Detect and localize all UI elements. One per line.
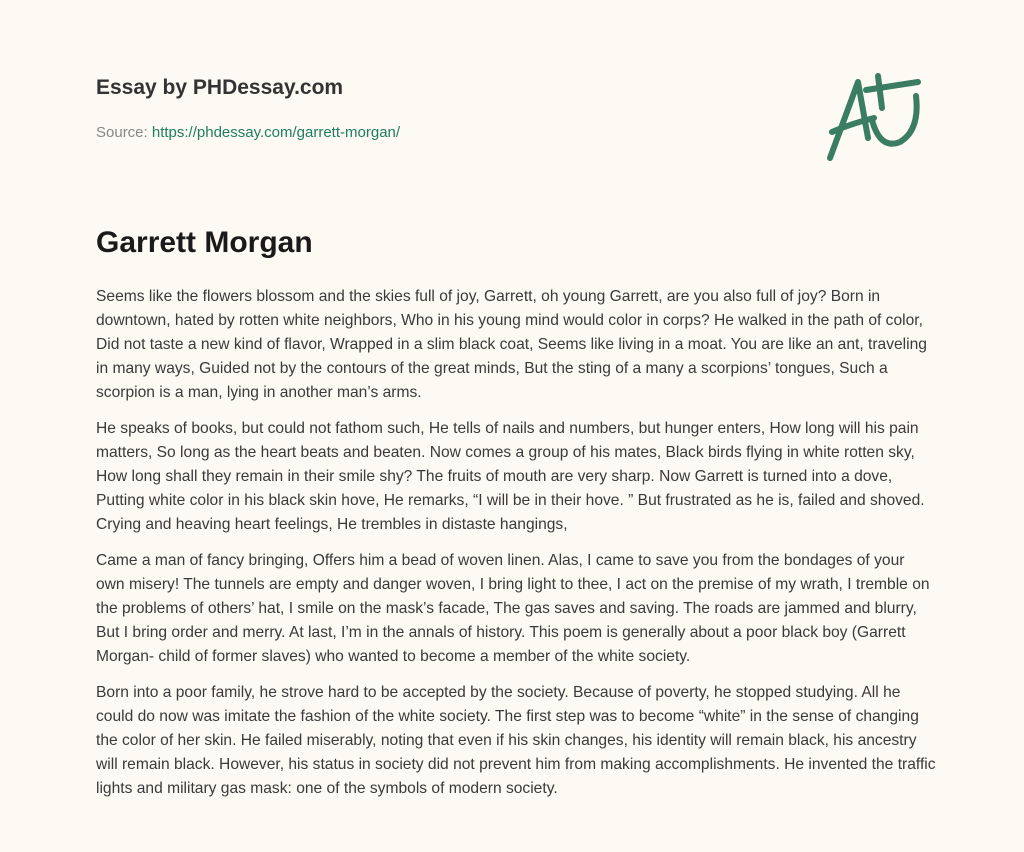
essay-paragraph: Seems like the flowers blossom and the skies full of joy, Garrett, oh young Garrett, are you also full of joy? Born in downtown, hated by rotten white neighbors, Who in his young mind would color in corps? He walked in the path of color, Did not taste a new kind of flavor, Wrapped in a slim black coat, Seems like living in a moat. You are like an ant, traveling in many ways, Guided not by the contours of the great minds, But the sting of a many a scorpions’ tongues, Such a scorpion is a man, lying in another man’s arms. bbox=[96, 288, 927, 401]
essay-body bbox=[96, 285, 936, 813]
essay-paragraph: Born into a poor family, he strove hard to be accepted by the society. Because of poverty, he stopped studying. All he could do now was imitate the fashion of the white society. The first step was to become “white” in the sense of changing the color of her skin. He failed miserably, noting that even if his skin changes, his identity will remain black, his ancestry will remain black. However, his status in society did not prevent him from making accomplishments. He invented the traffic lights and military gas mask: one of the symbols of modern society. bbox=[96, 684, 936, 797]
brand-title: Essay by PHDessay.com bbox=[96, 76, 344, 99]
source-link[interactable]: https://phdessay.com/garrett-morgan/ bbox=[151, 124, 401, 141]
source-label: Source: bbox=[96, 124, 148, 141]
a-plus-logo-icon bbox=[820, 68, 930, 164]
essay-paragraph: Came a man of fancy bringing, Offers him a bead of woven linen. Alas, I came to save you from the bondages of your own misery! The tunnels are empty and danger woven, I bring light to thee, I act on the premise of my wrath, I tremble on the problems of others’ hat, I smile on the mask’s facade, The gas saves and saving. The roads are jammed and blurry, But I bring order and merry. At last, I’m in the annals of history. This poem is generally about a poor black boy (Garrett Morgan- child of former slaves) who wanted to become a member of the white society. bbox=[96, 552, 930, 665]
essay-title: Garrett Morgan bbox=[96, 226, 313, 259]
source-line bbox=[96, 124, 400, 141]
essay-paragraph: He speaks of books, but could not fathom such, He tells of nails and numbers, but hunger enters, How long will his pain matters, So long as the heart beats and beaten. Now comes a group of his mates, Black birds flying in white rotten sky, How long shall they remain in their smile shy? The fruits of mouth are very sharp. Now Garrett is turned into a dove, Putting white color in his black skin hove, He remarks, “I will be in their hove. ” But frustrated as he is, failed and shoved. Crying and heaving heart feelings, He trembles in distaste hangings, bbox=[96, 420, 925, 533]
